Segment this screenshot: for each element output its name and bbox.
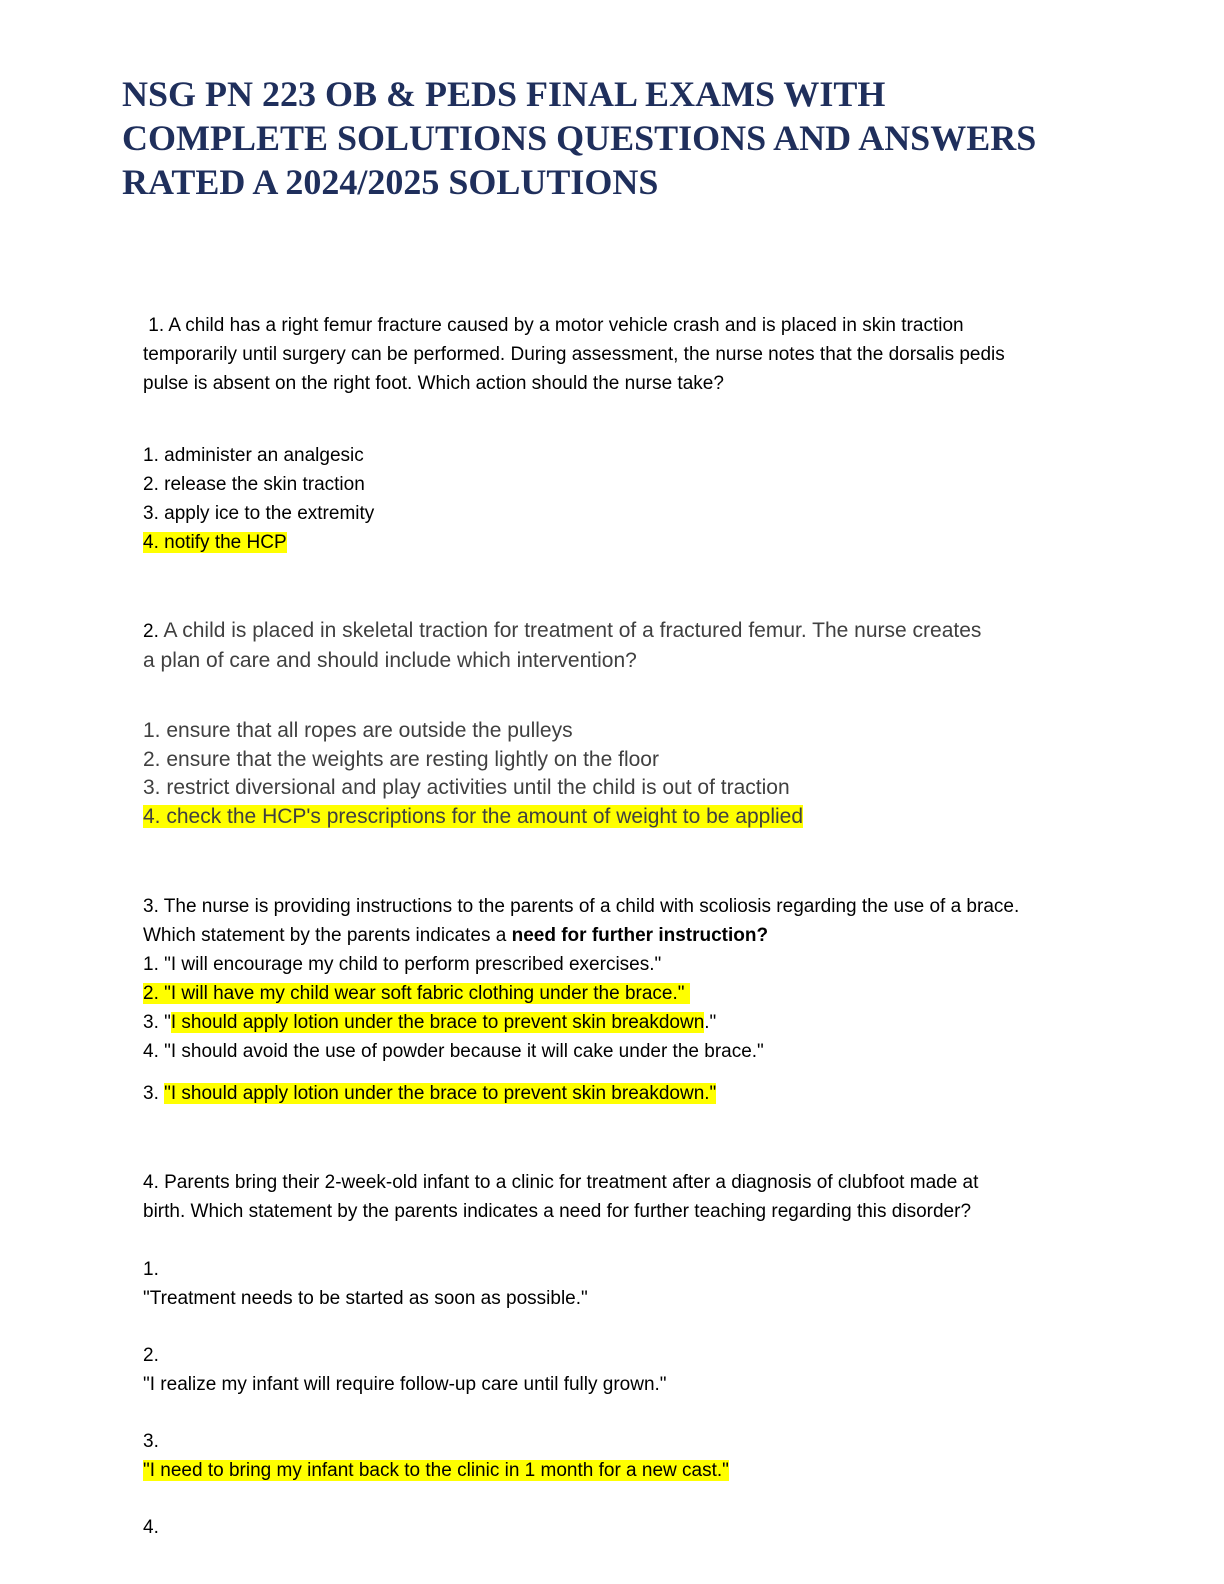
question-4 [143,1168,978,1226]
question-3-stem-line-1: 3. The nurse is providing instructions to the parents of a child with scoliosis regarding the use of a brace. [143,896,1020,917]
option-text-line [143,1456,729,1485]
question-1-option-2: 2. release the skin traction [143,474,365,495]
question-4-option-4 [143,1513,159,1542]
question-2 [143,617,981,675]
question-4-option-1 [143,1255,588,1313]
question-2-option-3: 3. restrict diversional and play activities until the child is out of traction [143,776,790,799]
title-line-2: COMPLETE SOLUTIONS QUESTIONS AND ANSWERS [122,118,1037,158]
question-2-answer [143,803,803,832]
question-3-stem-text: Which statement by the parents indicates a [143,925,512,946]
option-number: 1. [143,1259,159,1280]
question-1-stem-line-2: temporarily until surgery can be performed. During assessment, the nurse notes that the dorsalis pedis [143,344,1005,365]
title-line-1: NSG PN 223 OB & PEDS FINAL EXAMS WITH [122,74,886,114]
question-3-stem-line-2 [143,921,1019,950]
question-1-answer [143,528,374,557]
highlighted-answer: 4. notify the HCP [143,532,287,553]
question-3 [143,892,1019,1066]
question-1-options [143,441,374,557]
question-3-stem-emphasis: need for further instruction? [511,925,769,946]
question-1-option-3: 3. apply ice to the extremity [143,503,375,524]
question-3-option-3 [143,1008,1019,1037]
question-1-option-1: 1. administer an analgesic [143,445,364,466]
question-2-options [143,717,803,831]
option-suffix: ." [704,1012,717,1033]
highlighted-answer: 4. check the HCP's prescriptions for the amount of weight to be applied [143,804,804,828]
option-text: "I realize my infant will require follow-up care until fully grown." [143,1374,667,1395]
question-1-stem-line-1: 1. A child has a right femur fracture caused by a motor vehicle crash and is placed in skin traction [143,315,964,336]
question-3-option-1: 1. "I will encourage my child to perform prescribed exercises." [143,954,662,975]
option-text: "Treatment needs to be started as soon as possible." [143,1288,588,1309]
question-2-number: 2. [143,621,159,642]
question-2-stem-text: A child is placed in skeletal traction for treatment of a fractured femur. The nurse creates [158,619,982,642]
highlighted-answer: "I need to bring my infant back to the clinic in 1 month for a new cast." [143,1460,729,1481]
question-1-stem-line-3: pulse is absent on the right foot. Which action should the nurse take? [143,373,724,394]
highlighted-option: I should apply lotion under the brace to prevent skin breakdown [170,1012,705,1033]
question-2-stem-line-2: a plan of care and should include which intervention? [143,648,637,672]
option-number: 4. [143,1517,159,1538]
option-number: 2. [143,1345,159,1366]
option-number: 3. [143,1431,159,1452]
question-1 [143,311,1005,398]
document-title [122,72,1122,204]
highlighted-answer: "I should apply lotion under the brace to prevent skin breakdown." [164,1083,717,1104]
question-2-stem-line-1 [143,617,981,647]
question-4-stem-line-2: birth. Which statement by the parents indicates a need for further teaching regarding this disorder? [143,1201,972,1222]
question-3-option-4: 4. "I should avoid the use of powder because it will cake under the brace." [143,1041,764,1062]
question-4-option-2 [143,1341,667,1399]
question-3-answer-line [143,1079,716,1108]
question-4-option-3 [143,1427,729,1485]
answer-number: 3. [143,1083,165,1104]
question-2-option-1: 1. ensure that all ropes are outside the pulleys [143,719,573,742]
option-prefix: 3. " [143,1012,171,1033]
title-line-3: RATED A 2024/2025 SOLUTIONS [122,162,659,202]
question-3-answer [143,1079,716,1108]
highlighted-option: 2. "I will have my child wear soft fabric clothing under the brace." [143,983,690,1004]
question-3-option-2 [143,979,1019,1008]
question-2-option-2: 2. ensure that the weights are resting lightly on the floor [143,747,659,771]
question-4-stem-line-1: 4. Parents bring their 2-week-old infant to a clinic for treatment after a diagnosis of clubfoot made at [143,1172,979,1193]
